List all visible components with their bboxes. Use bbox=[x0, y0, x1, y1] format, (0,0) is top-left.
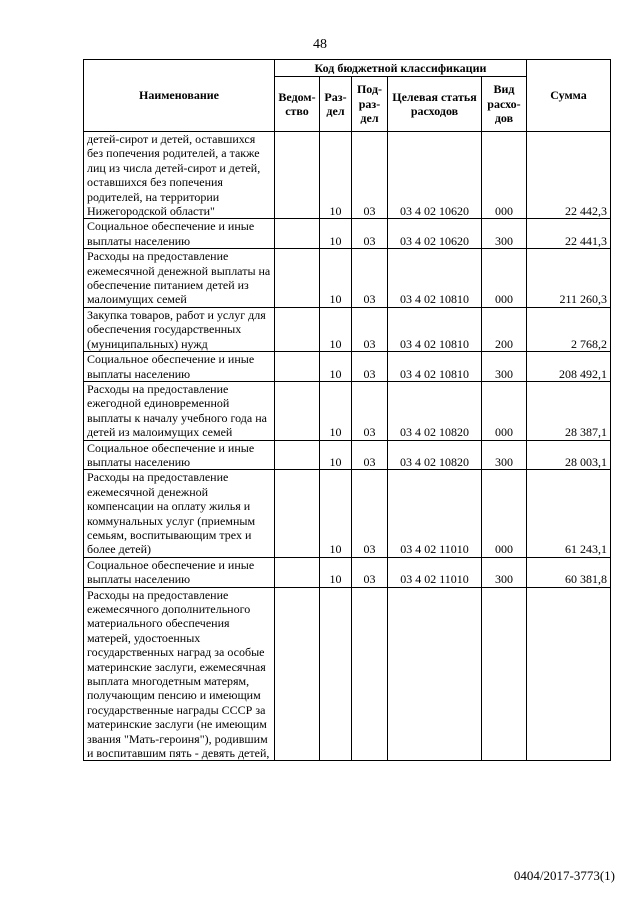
table-row bbox=[84, 307, 611, 351]
table-row bbox=[84, 249, 611, 308]
header-sum: Сумма bbox=[527, 60, 611, 132]
row-razdel: 10 bbox=[320, 440, 352, 470]
row-vedomstvo bbox=[275, 132, 320, 219]
row-podrazdel bbox=[352, 587, 388, 761]
budget-table bbox=[83, 59, 611, 761]
row-podrazdel: 03 bbox=[352, 470, 388, 557]
row-sum: 61 243,1 bbox=[527, 470, 611, 557]
row-vedomstvo bbox=[275, 587, 320, 761]
row-name: Социальное обеспечение и иные выплаты населению bbox=[84, 440, 275, 470]
table-row bbox=[84, 381, 611, 440]
row-csr: 03 4 02 10820 bbox=[388, 440, 482, 470]
row-razdel: 10 bbox=[320, 352, 352, 382]
row-vid: 300 bbox=[482, 440, 527, 470]
row-podrazdel: 03 bbox=[352, 557, 388, 587]
row-podrazdel: 03 bbox=[352, 307, 388, 351]
row-vid: 000 bbox=[482, 470, 527, 557]
header-vedomstvo: Ведом-ство bbox=[275, 77, 320, 132]
row-csr: 03 4 02 10620 bbox=[388, 132, 482, 219]
row-podrazdel: 03 bbox=[352, 440, 388, 470]
row-sum: 22 442,3 bbox=[527, 132, 611, 219]
row-razdel: 10 bbox=[320, 219, 352, 249]
row-name: Расходы на предоставление ежемесячной денежной компенсации на оплату жилья и коммунальных услуг (приемным семьям, воспитывающим трех и более детей) bbox=[84, 470, 275, 557]
row-vedomstvo bbox=[275, 352, 320, 382]
row-vid: 200 bbox=[482, 307, 527, 351]
row-vedomstvo bbox=[275, 470, 320, 557]
row-name: детей-сирот и детей, оставшихся без попечения родителей, а также лиц из числа детей-сирот и детей, оставшихся без попечения родителей, на территории Нижегородской области" bbox=[84, 132, 275, 219]
row-csr: 03 4 02 10810 bbox=[388, 249, 482, 308]
row-razdel: 10 bbox=[320, 470, 352, 557]
row-vid: 000 bbox=[482, 381, 527, 440]
row-name: Закупка товаров, работ и услуг для обеспечения государственных (муниципальных) нужд bbox=[84, 307, 275, 351]
row-razdel: 10 bbox=[320, 307, 352, 351]
table-row bbox=[84, 557, 611, 587]
row-sum: 211 260,3 bbox=[527, 249, 611, 308]
page-number: 48 bbox=[313, 37, 327, 52]
row-vedomstvo bbox=[275, 440, 320, 470]
row-sum: 22 441,3 bbox=[527, 219, 611, 249]
row-podrazdel: 03 bbox=[352, 219, 388, 249]
header-celevaya: Целевая статья расходов bbox=[388, 77, 482, 132]
row-podrazdel: 03 bbox=[352, 249, 388, 308]
row-sum: 28 387,1 bbox=[527, 381, 611, 440]
row-name: Социальное обеспечение и иные выплаты населению bbox=[84, 352, 275, 382]
row-podrazdel: 03 bbox=[352, 352, 388, 382]
header-razdel: Раз-дел bbox=[320, 77, 352, 132]
row-name: Расходы на предоставление ежегодной единовременной выплаты к началу учебного года на детей из малоимущих семей bbox=[84, 381, 275, 440]
row-vedomstvo bbox=[275, 307, 320, 351]
row-name: Расходы на предоставление ежемесячной денежной выплаты на обеспечение питанием детей из малоимущих семей bbox=[84, 249, 275, 308]
row-csr: 03 4 02 11010 bbox=[388, 557, 482, 587]
row-vedomstvo bbox=[275, 557, 320, 587]
table-row bbox=[84, 219, 611, 249]
row-vedomstvo bbox=[275, 219, 320, 249]
row-razdel: 10 bbox=[320, 132, 352, 219]
row-csr: 03 4 02 10810 bbox=[388, 307, 482, 351]
row-razdel: 10 bbox=[320, 381, 352, 440]
header-name: Наименование bbox=[84, 60, 275, 132]
row-vid bbox=[482, 587, 527, 761]
row-sum: 28 003,1 bbox=[527, 440, 611, 470]
document-code: 0404/2017-3773(1) bbox=[513, 868, 615, 883]
row-podrazdel: 03 bbox=[352, 132, 388, 219]
header-vid: Вид расхо-дов bbox=[482, 77, 527, 132]
table-row bbox=[84, 132, 611, 219]
row-csr: 03 4 02 11010 bbox=[388, 470, 482, 557]
table-row bbox=[84, 587, 611, 761]
row-razdel: 10 bbox=[320, 557, 352, 587]
row-vedomstvo bbox=[275, 249, 320, 308]
row-name: Расходы на предоставление ежемесячного дополнительного материального обеспечения матерей, удостоенных государственных наград за особые материнские заслуги, ежемесячная выплата многодетным матерям, получающим пенсию и имеющим государственные награды СССР за материнские заслуги (не имеющим звания "Мать-героиня"), родившим и воспитавшим пять - девять детей, bbox=[84, 587, 275, 761]
row-name: Социальное обеспечение и иные выплаты населению bbox=[84, 219, 275, 249]
row-name: Социальное обеспечение и иные выплаты населению bbox=[84, 557, 275, 587]
row-vid: 300 bbox=[482, 352, 527, 382]
row-razdel bbox=[320, 587, 352, 761]
row-podrazdel: 03 bbox=[352, 381, 388, 440]
row-razdel: 10 bbox=[320, 249, 352, 308]
row-vedomstvo bbox=[275, 381, 320, 440]
row-sum: 2 768,2 bbox=[527, 307, 611, 351]
row-csr: 03 4 02 10620 bbox=[388, 219, 482, 249]
row-sum bbox=[527, 587, 611, 761]
header-code-group: Код бюджетной классификации bbox=[275, 60, 527, 77]
table-row bbox=[84, 470, 611, 557]
row-csr: 03 4 02 10810 bbox=[388, 352, 482, 382]
row-vid: 300 bbox=[482, 219, 527, 249]
row-csr bbox=[388, 587, 482, 761]
row-vid: 000 bbox=[482, 249, 527, 308]
table-row bbox=[84, 440, 611, 470]
row-vid: 000 bbox=[482, 132, 527, 219]
row-vid: 300 bbox=[482, 557, 527, 587]
row-sum: 60 381,8 bbox=[527, 557, 611, 587]
table-row bbox=[84, 352, 611, 382]
header-podrazdel: Под-раз-дел bbox=[352, 77, 388, 132]
row-sum: 208 492,1 bbox=[527, 352, 611, 382]
row-csr: 03 4 02 10820 bbox=[388, 381, 482, 440]
